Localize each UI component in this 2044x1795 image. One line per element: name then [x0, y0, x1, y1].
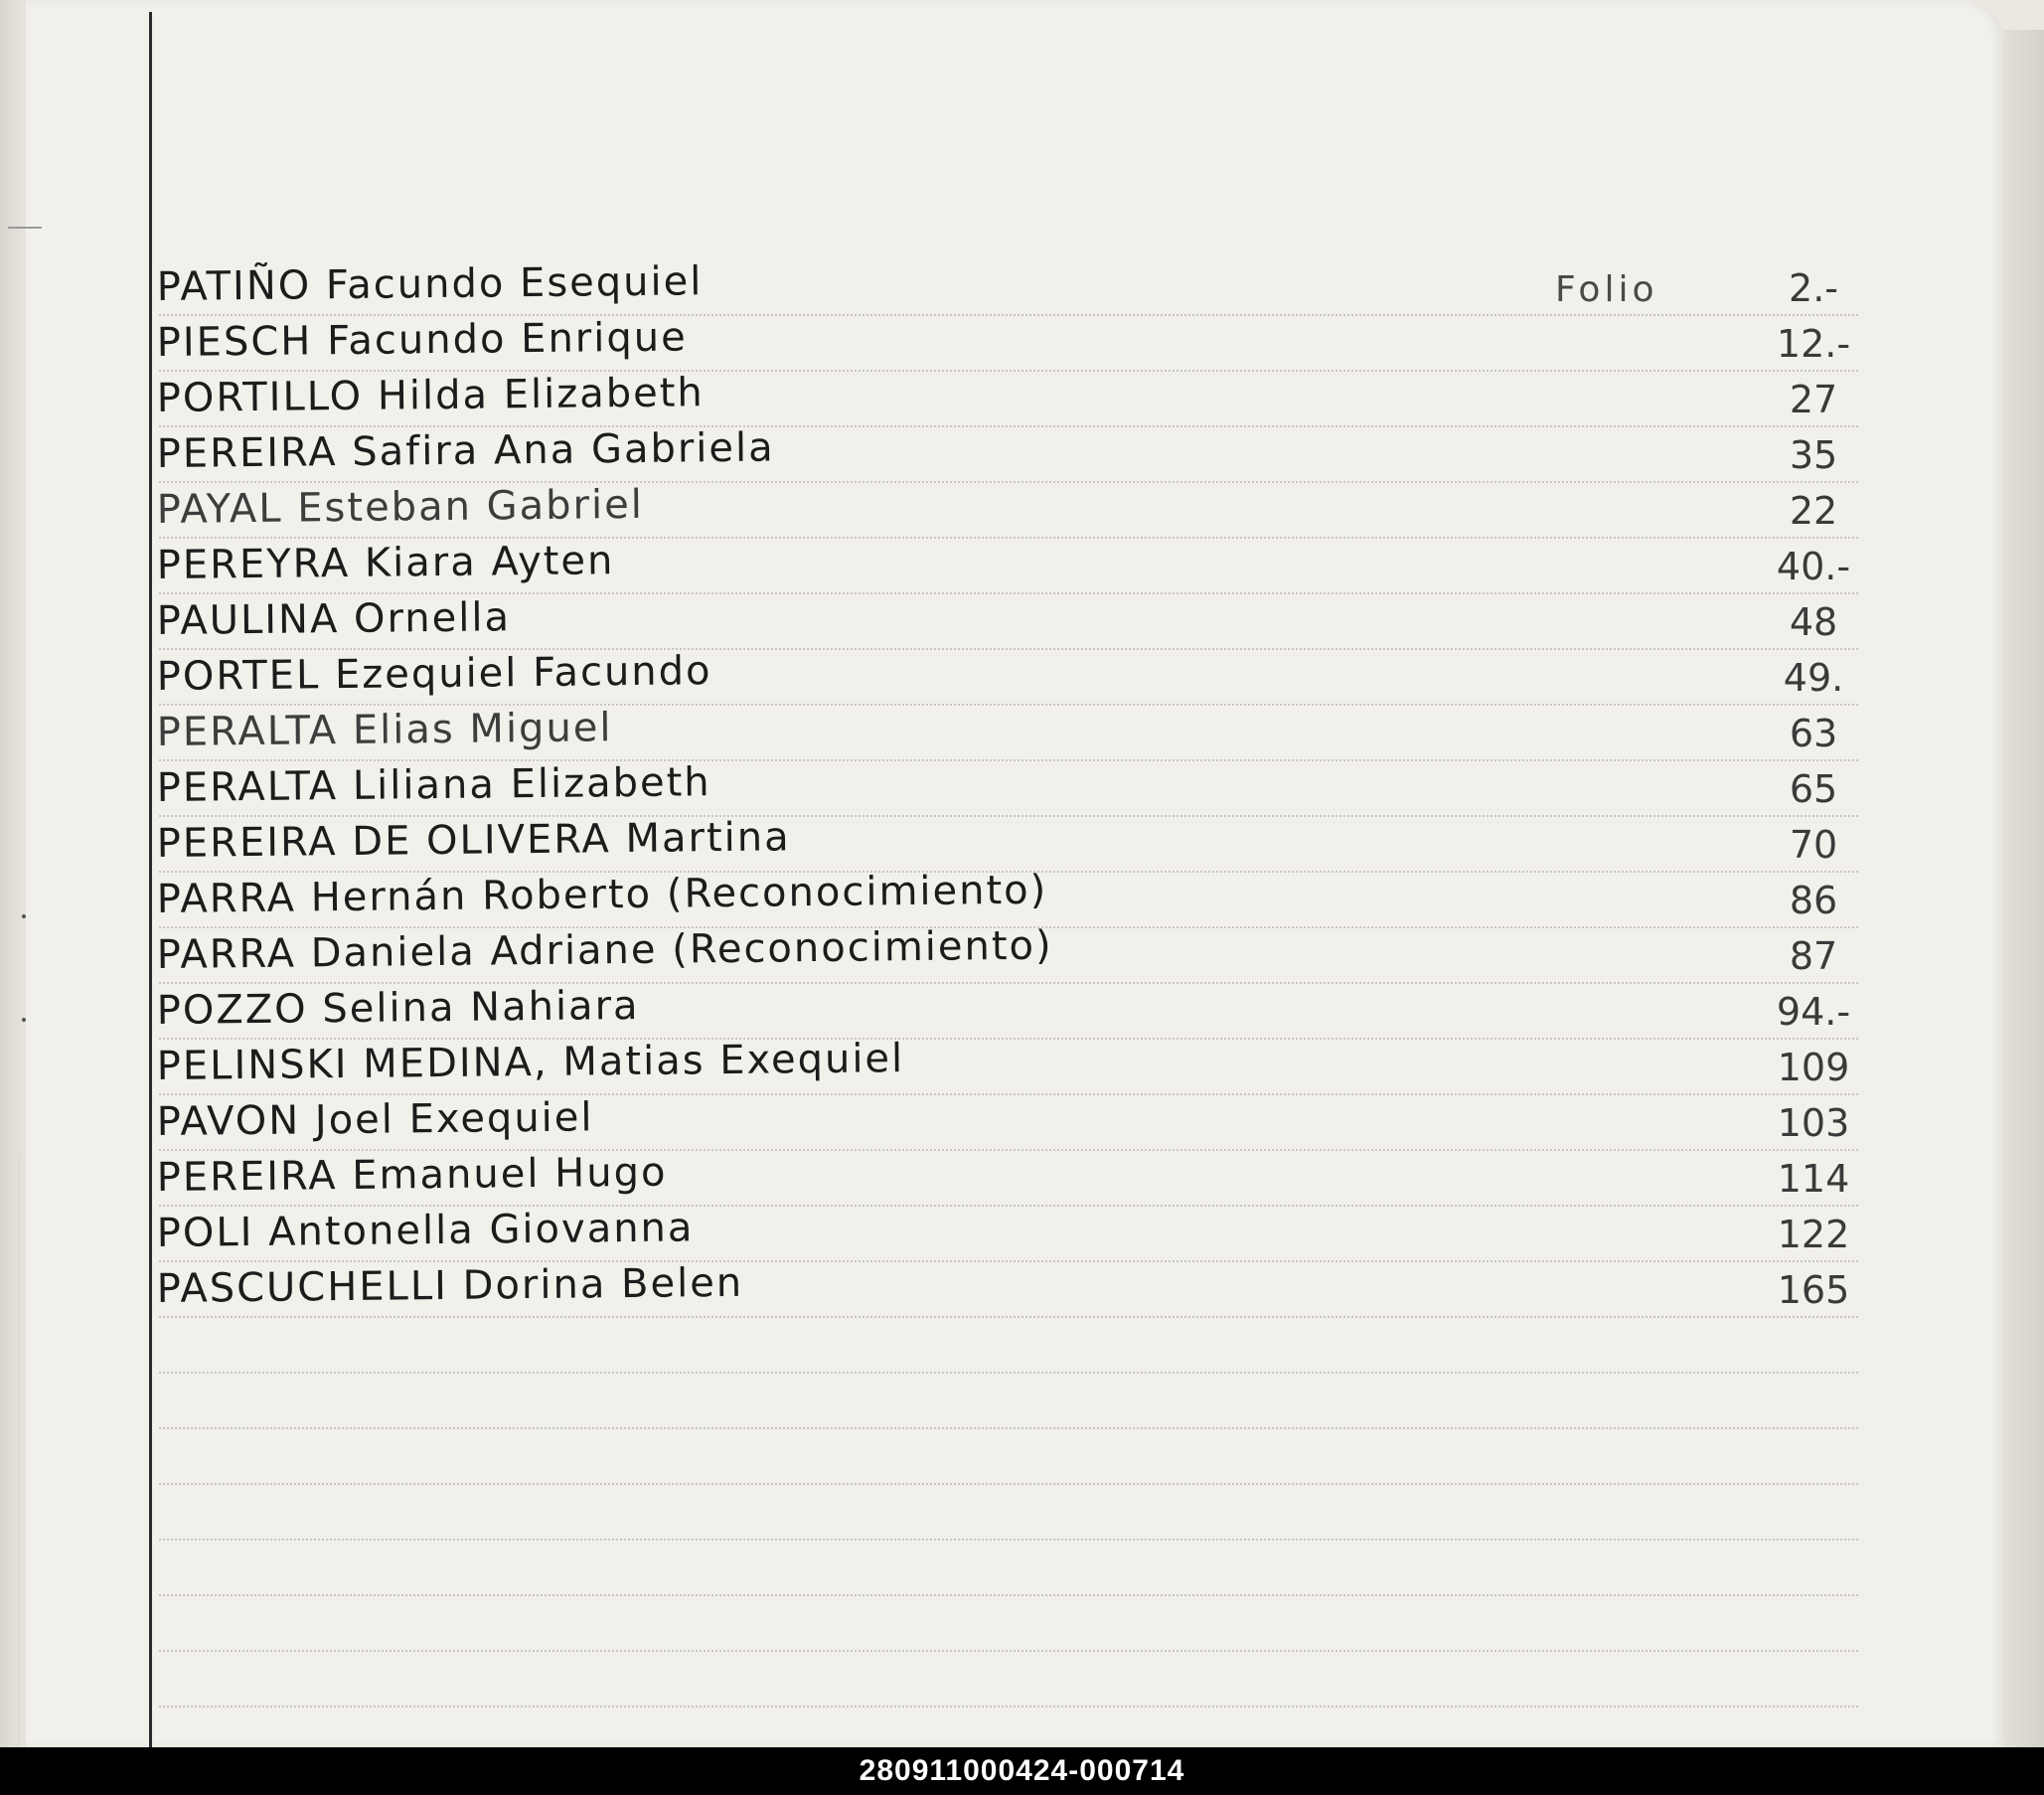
table-row	[0, 316, 2044, 372]
table-row	[0, 814, 2044, 873]
entry-name: PORTEL Ezequiel Facundo	[156, 648, 712, 700]
entry-folio: 103	[1777, 1101, 1850, 1145]
entry-name: PAVON Joel Exequiel	[156, 1094, 594, 1145]
entry-folio: 122	[1777, 1213, 1850, 1256]
table-row	[0, 483, 2044, 539]
entry-folio: 63	[1789, 712, 1838, 755]
entry-folio: 94.-	[1776, 990, 1851, 1034]
entry-folio: 109	[1777, 1046, 1850, 1089]
table-row	[0, 706, 2044, 761]
table-row	[0, 372, 2044, 427]
entry-name: PEREIRA DE OLIVERA Martina	[156, 814, 791, 867]
table-row	[0, 539, 2044, 594]
table-row	[0, 650, 2044, 706]
table-row	[0, 761, 2044, 817]
entry-name: PEREIRA Emanuel Hugo	[156, 1149, 668, 1201]
table-row	[0, 867, 2044, 928]
entry-folio: 114	[1777, 1157, 1850, 1201]
entry-name: PAULINA Ornella	[156, 594, 512, 644]
table-row	[0, 594, 2044, 650]
table-row	[0, 260, 2044, 316]
entry-name: PORTILLO Hilda Elizabeth	[156, 370, 706, 421]
table-row	[0, 1207, 2044, 1262]
entry-name: PASCUCHELLI Dorina Belen	[156, 1259, 744, 1312]
table-row	[0, 1095, 2044, 1151]
entry-name: PELINSKI MEDINA, Matias Exequiel	[156, 1036, 905, 1089]
entry-name: PARRA Hernán Roberto (Reconocimiento)	[156, 867, 1048, 922]
folio-label: Folio	[1555, 269, 1658, 310]
entry-name: POLI Antonella Giovanna	[156, 1205, 695, 1256]
table-row	[0, 922, 2044, 984]
entry-name: PERALTA Liliana Elizabeth	[156, 759, 711, 811]
barcode-label: 280911000424-000714	[0, 1747, 2044, 1795]
entry-folio: 22	[1789, 489, 1838, 533]
table-row	[0, 984, 2044, 1040]
entry-folio: 165	[1777, 1268, 1850, 1312]
entry-folio: 27	[1789, 378, 1838, 421]
entry-name: PERALTA Elias Miguel	[156, 705, 613, 755]
entry-name: PAYAL Esteban Gabriel	[156, 481, 645, 533]
entry-folio: 65	[1789, 767, 1838, 811]
entry-folio: 49.	[1783, 656, 1844, 700]
entry-folio: 87	[1789, 934, 1838, 978]
entry-folio: 2.-	[1789, 266, 1838, 310]
entry-name: PEREIRA Safira Ana Gabriela	[156, 424, 775, 477]
entry-name: PEREYRA Kiara Ayten	[156, 538, 615, 588]
entry-folio: 40.-	[1776, 545, 1851, 588]
entry-folio: 70	[1789, 823, 1838, 867]
table-row	[0, 1151, 2044, 1207]
table-row	[0, 1259, 2044, 1318]
entry-folio: 48	[1789, 600, 1838, 644]
entry-name: PARRA Daniela Adriane (Reconocimiento)	[156, 922, 1053, 978]
entry-name: PATIÑO Facundo Esequiel	[156, 258, 704, 310]
entry-folio: 86	[1789, 879, 1838, 922]
entry-name: PIESCH Facundo Enrique	[156, 314, 688, 366]
table-row	[0, 1036, 2044, 1095]
table-row	[0, 424, 2044, 483]
entry-name: POZZO Selina Nahiara	[156, 982, 640, 1034]
entry-folio: 35	[1789, 433, 1838, 477]
entry-folio: 12.-	[1776, 322, 1851, 366]
